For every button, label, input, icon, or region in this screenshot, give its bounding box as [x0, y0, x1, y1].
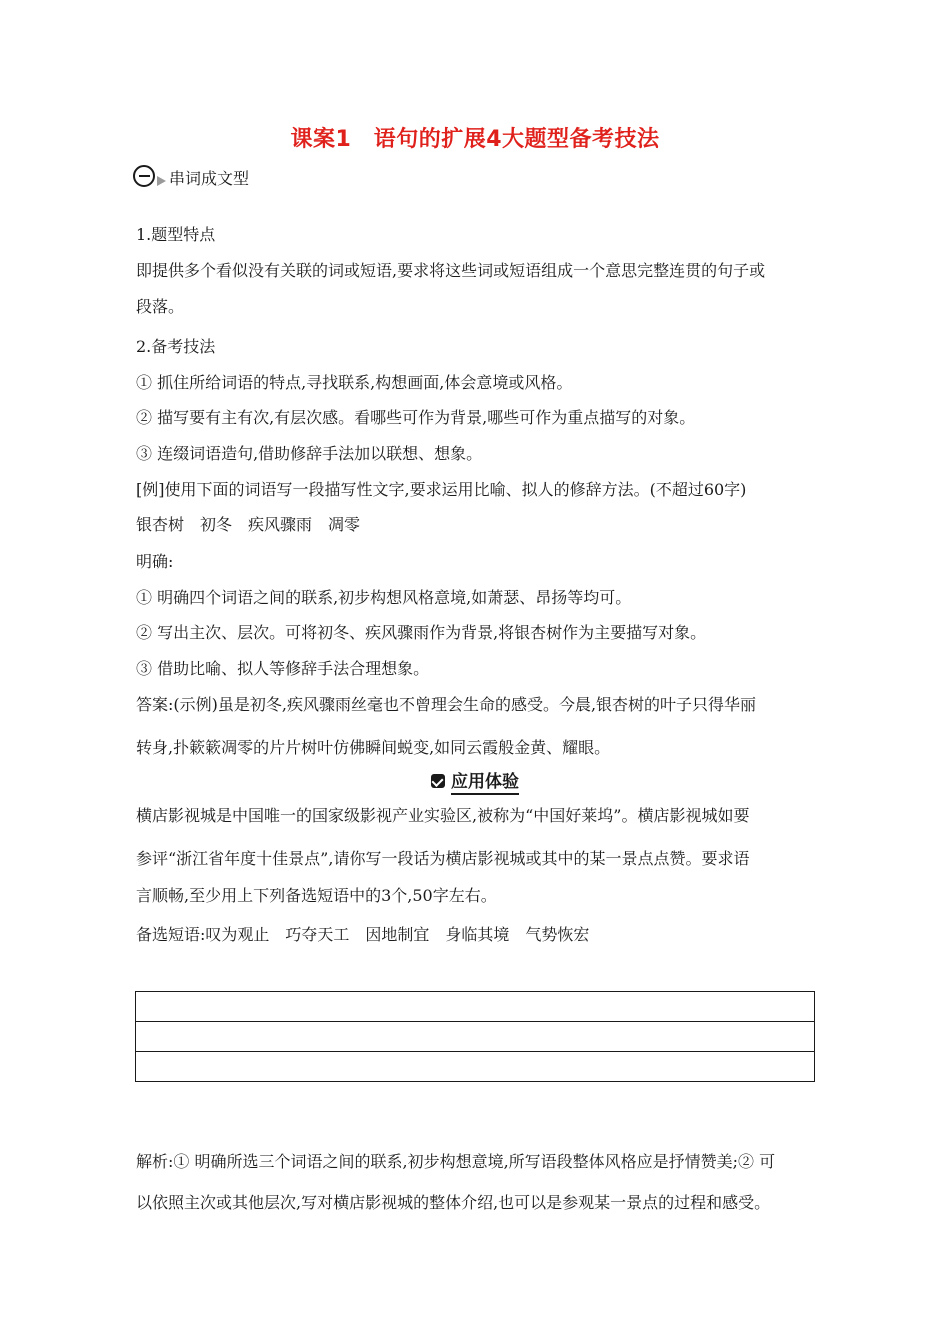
text-line: 段落。 — [136, 297, 185, 316]
application-heading — [0, 767, 950, 795]
text-line: 横店影视城是中国唯一的国家级影视产业实验区,被称为“中国好莱坞”。横店影视城如要 — [136, 806, 750, 825]
answer-line[interactable] — [136, 992, 814, 1022]
text-line: [例]使用下面的词语写一段描写性文字,要求运用比喻、拟人的修辞方法。(不超过60字) — [136, 480, 747, 499]
answer-line[interactable] — [136, 1052, 814, 1081]
text-line: 答案:(示例)虽是初冬,疾风骤雨丝毫也不曾理会生命的感受。今晨,银杏树的叶子只得华丽 — [136, 695, 757, 714]
answer-box[interactable] — [135, 991, 815, 1082]
text-line: 备选短语:叹为观止 巧夺天工 因地制宜 身临其境 气势恢宏 — [136, 925, 590, 944]
text-line: 以依照主次或其他层次,写对横店影视城的整体介绍,也可以是参观某一景点的过程和感受。 — [136, 1193, 771, 1212]
text-line: 银杏树 初冬 疾风骤雨 凋零 — [136, 515, 361, 534]
text-line: 参评“浙江省年度十佳景点”,请你写一段话为横店影视城或其中的某一景点点赞。要求语 — [136, 849, 750, 868]
application-label: 应用体验 — [451, 767, 519, 795]
text-line: ① 明确四个词语之间的联系,初步构想风格意境,如萧瑟、昂扬等均可。 — [136, 588, 632, 607]
text-line: 明确: — [136, 552, 174, 571]
section-heading — [133, 162, 249, 192]
checkbox-icon — [431, 774, 445, 788]
text-line: ③ 连缀词语造句,借助修辞手法加以联想、想象。 — [136, 444, 483, 463]
text-line: 2.备考技法 — [136, 337, 216, 356]
text-line: 1.题型特点 — [136, 225, 216, 244]
circle-minus-arrow-icon — [133, 163, 169, 191]
text-line: 言顺畅,至少用上下列备选短语中的3个,50字左右。 — [136, 886, 497, 905]
page-title: 课案1 语句的扩展4大题型备考技法 — [290, 127, 660, 152]
text-line: ③ 借助比喻、拟人等修辞手法合理想象。 — [136, 659, 430, 678]
text-line: ② 描写要有主有次,有层次感。看哪些可作为背景,哪些可作为重点描写的对象。 — [136, 408, 696, 427]
text-line: ① 抓住所给词语的特点,寻找联系,构想画面,体会意境或风格。 — [136, 373, 573, 392]
section-label: 串词成文型 — [169, 168, 250, 188]
text-line: 解析:① 明确所选三个词语之间的联系,初步构想意境,所写语段整体风格应是抒情赞美;② 可 — [136, 1152, 776, 1171]
text-line: ② 写出主次、层次。可将初冬、疾风骤雨作为背景,将银杏树作为主要描写对象。 — [136, 623, 707, 642]
text-line: 即提供多个看似没有关联的词或短语,要求将这些词或短语组成一个意思完整连贯的句子或 — [136, 261, 766, 280]
text-line: 转身,扑簌簌凋零的片片树叶仿佛瞬间蜕变,如同云霞般金黄、耀眼。 — [136, 738, 611, 757]
answer-line[interactable] — [136, 1022, 814, 1052]
